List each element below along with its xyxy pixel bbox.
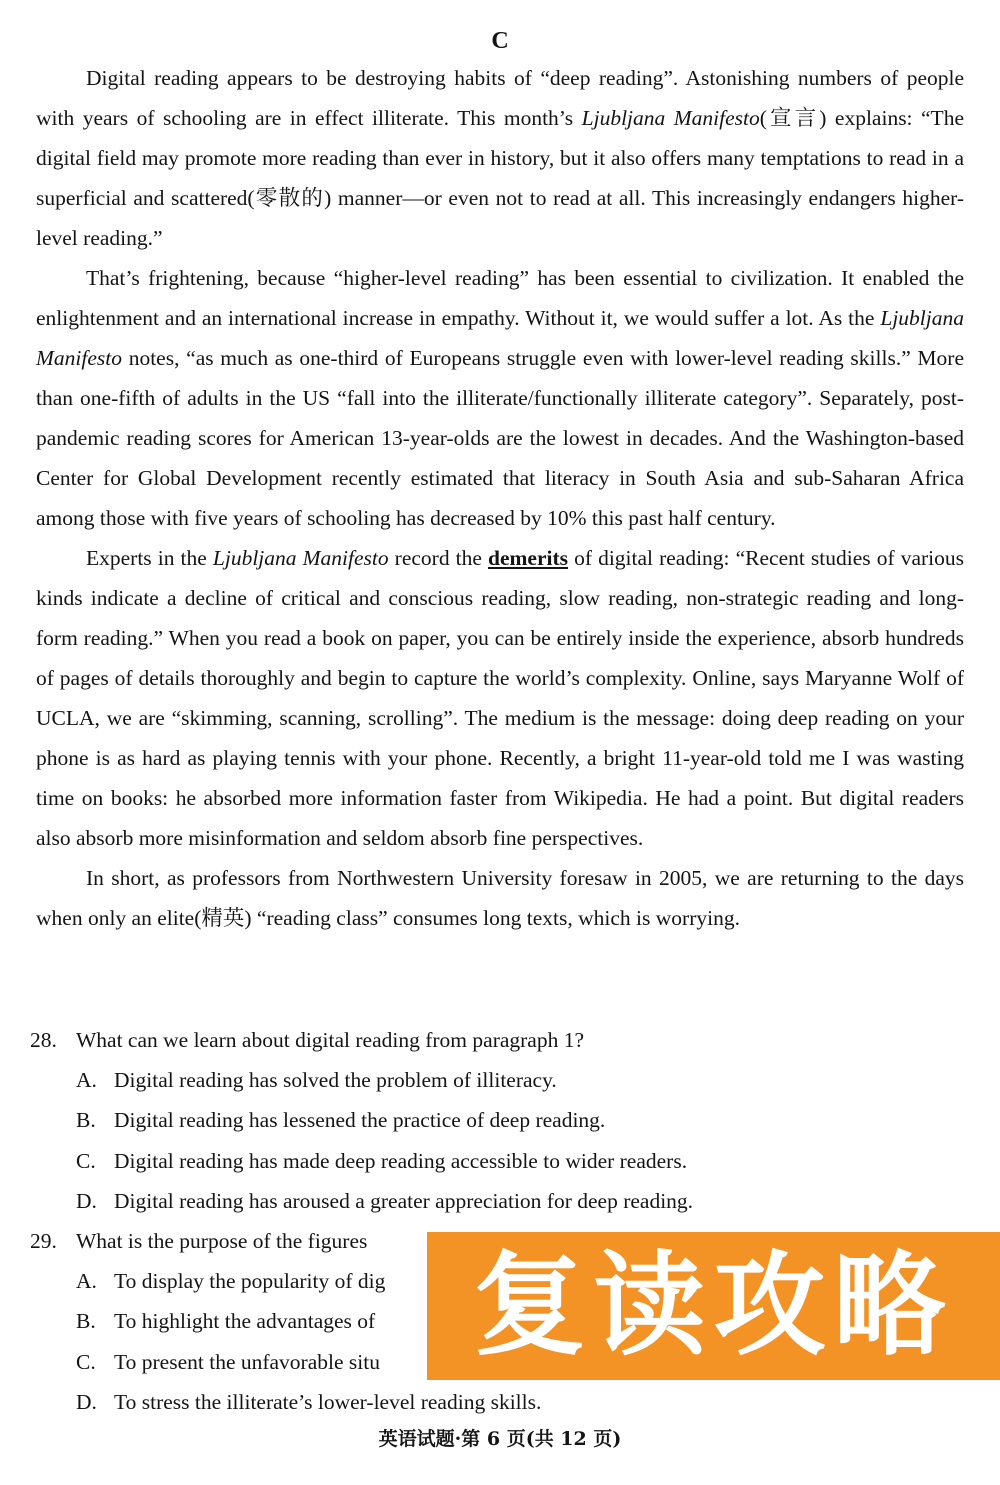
paragraph-1	[36, 58, 964, 258]
p3-text-a: Experts in the	[86, 546, 213, 570]
option-text: To highlight the advantages of	[114, 1309, 376, 1334]
p3-text-e: of digital reading: “Recent studies of various kinds indicate a decline of critical and conscious reading, slow reading, non-strategic reading and long-form reading.” When you read a book on paper, you can be entirely inside the experience, absorb hundreds of pages of details thoroughly and begin to capture the world’s complexity. Online, says Maryanne Wolf of UCLA, we are “skimming, scanning, scrolling”. The medium is the message: doing deep reading on your phone is as hard as playing tennis with your phone. Recently, a bright 11-year-old told me I was wasting time on books: he absorbed more information faster from Wikipedia. He had a point. But digital readers also absorb more misinformation and seldom absorb fine perspectives.	[36, 546, 965, 850]
option-letter: A.	[76, 1068, 97, 1093]
watermark-banner	[427, 1232, 1000, 1380]
option-text: To display the popularity of dig	[114, 1269, 386, 1294]
reading-passage	[36, 58, 964, 938]
option-letter: B.	[76, 1108, 96, 1133]
section-letter: C	[491, 28, 509, 54]
option-text: Digital reading has made deep reading accessible to wider readers.	[114, 1148, 688, 1173]
page-footer: 英语试题·第 6 页(共 12 页)	[378, 1428, 622, 1450]
paragraph-4: In short, as professors from Northwestern University foresaw in 2005, we are returning to the days when only an elite(精英) “reading class” consumes long texts, which is worrying.	[36, 866, 964, 930]
watermark-text: 复读攻略	[473, 1241, 954, 1371]
question-28	[30, 1020, 965, 1221]
option-text: To present the unfavorable situ	[114, 1349, 380, 1374]
paragraph-2	[36, 258, 964, 538]
option-d[interactable]	[30, 1181, 965, 1221]
p3-title: Ljubljana Manifesto	[212, 546, 389, 570]
p3-underlined-word: demerits	[488, 546, 569, 570]
p2-text-c: notes, “as much as one-third of Europeans struggle even with lower-level reading skills.” More than one-fifth of adults in the US “fall into the illiterate/functionally illiterate category”. Separately, post-pandemic reading scores for American 13-year-olds are the lowest in decades. And the Washington-based Center for Global Development recently estimated that literacy in South Asia and sub-Saharan Africa among those with five years of schooling has decreased by 10% this past half century.	[36, 346, 964, 530]
option-text: Digital reading has solved the problem of illiteracy.	[114, 1068, 557, 1093]
option-letter: D.	[76, 1188, 97, 1213]
p2-text-a: That’s frightening, because “higher-level reading” has been essential to civilization. It enabled the enlightenment and an international increase in empathy. Without it, we would suffer a lot. As the	[36, 266, 964, 330]
question-number: 28.	[30, 1028, 57, 1052]
p1-text-a: Digital reading appears to be destroying habits of “deep reading”. Astonishing numbers of people with years of schooling are in effect illiterate. This month’s	[36, 66, 964, 130]
p3-text-c: record the	[388, 546, 489, 570]
p1-title: Ljubljana Manifesto	[581, 106, 760, 130]
option-a[interactable]	[30, 1060, 965, 1100]
option-text: To stress the illiterate’s lower-level reading skills.	[114, 1389, 542, 1414]
question-number: 29.	[30, 1229, 57, 1254]
option-letter: C.	[76, 1148, 96, 1173]
paragraph-3	[36, 538, 964, 858]
option-letter: C.	[76, 1349, 96, 1374]
option-letter: D.	[76, 1389, 97, 1414]
question-text: What is the purpose of the figures	[76, 1229, 368, 1254]
question-text: What can we learn about digital reading from paragraph 1?	[76, 1028, 585, 1052]
p2-title: Ljubljana Manifesto	[36, 306, 964, 370]
p1-text-c: (宣言) explains: “The digital field may promote more reading than ever in history, but it also offers many temptations to read in a superficial and scattered(零散的) manner—or even not to read at all. This increasingly endangers higher-level reading.”	[36, 106, 964, 250]
option-b[interactable]	[30, 1100, 965, 1140]
question-stem	[30, 1020, 965, 1060]
option-letter: B.	[76, 1309, 96, 1334]
option-c[interactable]	[30, 1141, 965, 1181]
option-text: Digital reading has lessened the practice of deep reading.	[114, 1108, 606, 1133]
option-d[interactable]	[30, 1382, 965, 1422]
option-text: Digital reading has aroused a greater appreciation for deep reading.	[114, 1188, 694, 1213]
option-letter: A.	[76, 1269, 97, 1294]
